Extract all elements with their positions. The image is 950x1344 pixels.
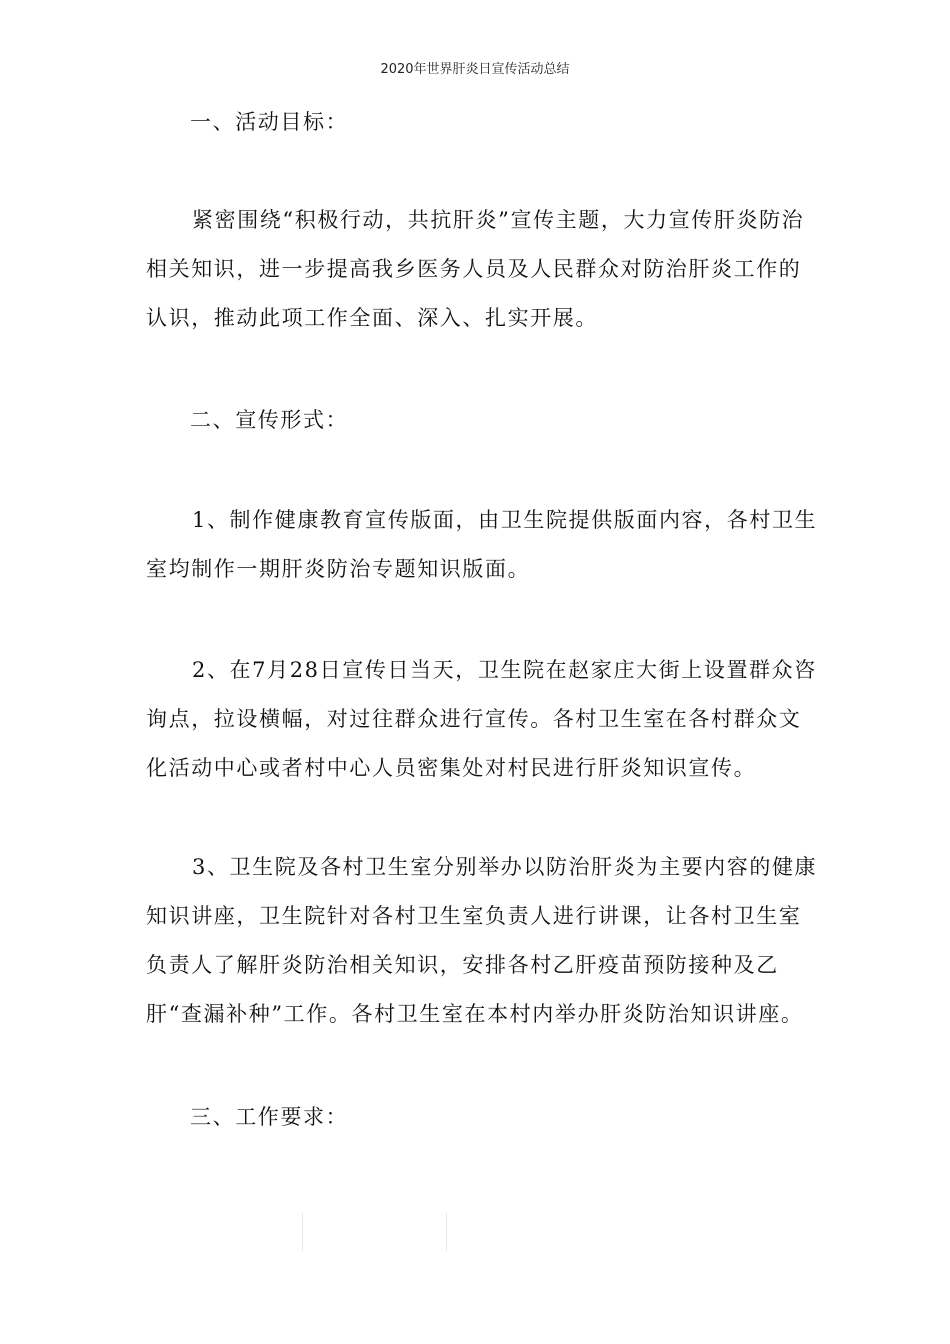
- paragraph-goals: 紧密围绕“积极行动，共抗肝炎”宣传主题，大力宣传肝炎防治相关知识，进一步提高我乡医务人员及人民群众对防治肝炎工作的认识，推动此项工作全面、深入、扎实开展。: [146, 208, 805, 330]
- section-heading-forms: 二、宣传形式：: [190, 408, 349, 432]
- paragraph-form-3: 3、卫生院及各村卫生室分别举办以防治肝炎为主要内容的健康知识讲座，卫生院针对各村卫生室负责人进行讲课，让各村卫生室负责人了解肝炎防治相关知识，安排各村乙肝疫苗预防接种及乙肝“查漏补种”工作。各村卫生室在本村内举办肝炎防治知识讲座。: [146, 855, 818, 1026]
- footer-divider-right: [446, 1213, 447, 1251]
- footer-divider-left: [302, 1213, 303, 1251]
- page-header-title: 2020年世界肝炎日宣传活动总结: [380, 62, 570, 77]
- paragraph-form-2: 2、在7月28日宣传日当天，卫生院在赵家庄大街上设置群众咨询点，拉设横幅，对过往群众进行宣传。各村卫生室在各村群众文化活动中心或者村中心人员密集处对村民进行肝炎知识宣传。: [146, 658, 817, 780]
- section-heading-goals: 一、活动目标：: [190, 110, 349, 134]
- section-heading-requirements: 三、工作要求：: [190, 1105, 349, 1129]
- paragraph-form-1: 1、制作健康教育宣传版面，由卫生院提供版面内容，各村卫生室均制作一期肝炎防治专题知识版面。: [146, 508, 818, 581]
